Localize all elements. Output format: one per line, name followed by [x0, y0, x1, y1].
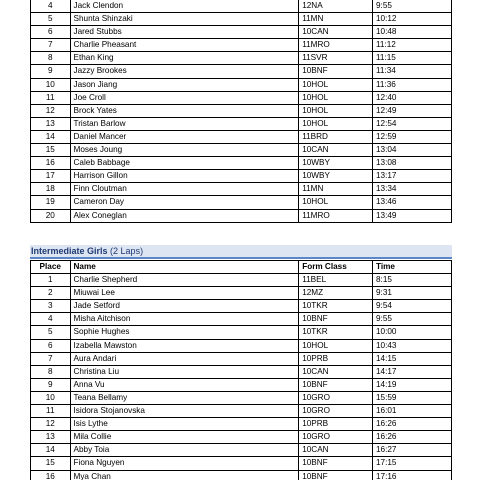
place-cell: 18: [31, 183, 71, 196]
table-row: [31, 326, 452, 339]
name-cell: Harrison Gillon: [70, 170, 299, 183]
time-cell: 10:43: [372, 339, 451, 352]
time-cell: 11:12: [372, 39, 451, 52]
place-cell: 6: [31, 339, 71, 352]
table-row: [31, 130, 452, 143]
name-cell: Charlie Pheasant: [70, 39, 299, 52]
place-cell: 5: [31, 326, 71, 339]
time-cell: 13:46: [372, 196, 451, 209]
form-class-cell: 10BNF: [299, 65, 373, 78]
name-cell: Misha Aitchison: [70, 313, 299, 326]
form-class-cell: 11MRO: [299, 39, 373, 52]
place-cell: 7: [31, 352, 71, 365]
name-cell: Jason Jiang: [70, 78, 299, 91]
time-cell: 9:31: [372, 287, 451, 300]
time-cell: 10:12: [372, 13, 451, 26]
table-row: [31, 170, 452, 183]
column-header-name: Name: [70, 261, 299, 274]
name-cell: Mya Chan: [70, 470, 299, 480]
table-row: [31, 418, 452, 431]
name-cell: Caleb Babbage: [70, 157, 299, 170]
name-cell: Brock Yates: [70, 104, 299, 117]
name-cell: Cameron Day: [70, 196, 299, 209]
place-cell: 8: [31, 365, 71, 378]
table-row: [31, 365, 452, 378]
name-cell: Tristan Barlow: [70, 117, 299, 130]
name-cell: Abby Toia: [70, 444, 299, 457]
time-cell: 10:48: [372, 26, 451, 39]
name-cell: Christina Liu: [70, 365, 299, 378]
place-cell: 2: [31, 287, 71, 300]
time-cell: 12:59: [372, 130, 451, 143]
time-cell: 8:15: [372, 274, 451, 287]
name-cell: Jade Setford: [70, 300, 299, 313]
form-class-cell: 11BEL: [299, 274, 373, 287]
place-cell: 5: [31, 13, 71, 26]
results-table-body: [31, 274, 452, 480]
name-cell: Joe Croll: [70, 91, 299, 104]
form-class-cell: 12MZ: [299, 287, 373, 300]
time-cell: 12:54: [372, 117, 451, 130]
intermediate-girls-results-table: [30, 260, 452, 480]
time-cell: 13:49: [372, 209, 451, 222]
place-cell: 11: [31, 91, 71, 104]
form-class-cell: 10TKR: [299, 326, 373, 339]
time-cell: 13:08: [372, 157, 451, 170]
time-cell: 13:17: [372, 170, 451, 183]
table-row: [31, 0, 452, 13]
form-class-cell: 10CAN: [299, 26, 373, 39]
name-cell: Isidora Stojanovska: [70, 405, 299, 418]
form-class-cell: 10HOL: [299, 104, 373, 117]
column-header-time: Time: [372, 261, 451, 274]
time-cell: 9:55: [372, 313, 451, 326]
form-class-cell: 10HOL: [299, 339, 373, 352]
place-cell: 13: [31, 431, 71, 444]
name-cell: Jack Clendon: [70, 0, 299, 13]
place-cell: 10: [31, 391, 71, 404]
table-row: [31, 313, 452, 326]
results-table-body: [31, 0, 452, 222]
form-class-cell: 10CAN: [299, 365, 373, 378]
place-cell: 19: [31, 196, 71, 209]
form-class-cell: 10HOL: [299, 196, 373, 209]
form-class-cell: 11MN: [299, 13, 373, 26]
table-row: [31, 457, 452, 470]
name-cell: Aura Andari: [70, 352, 299, 365]
table-row: [31, 378, 452, 391]
form-class-cell: 10GRO: [299, 405, 373, 418]
table-row: [31, 183, 452, 196]
place-cell: 13: [31, 117, 71, 130]
place-cell: 12: [31, 104, 71, 117]
column-header-form-class: Form Class: [299, 261, 373, 274]
form-class-cell: 10CAN: [299, 144, 373, 157]
name-cell: Anna Vu: [70, 378, 299, 391]
name-cell: Ethan King: [70, 52, 299, 65]
time-cell: 13:34: [372, 183, 451, 196]
table-row: [31, 91, 452, 104]
form-class-cell: 10PRB: [299, 418, 373, 431]
table-row: [31, 65, 452, 78]
form-class-cell: 10HOL: [299, 117, 373, 130]
form-class-cell: 10HOL: [299, 91, 373, 104]
name-cell: Mila Collie: [70, 431, 299, 444]
table-header-row: [31, 261, 452, 274]
name-cell: Miuwai Lee: [70, 287, 299, 300]
name-cell: Izabella Mawston: [70, 339, 299, 352]
section-subtitle: (2 Laps): [110, 246, 144, 256]
table-row: [31, 470, 452, 480]
time-cell: 10:00: [372, 326, 451, 339]
time-cell: 11:34: [372, 65, 451, 78]
place-cell: 16: [31, 470, 71, 480]
table-row: [31, 104, 452, 117]
name-cell: Finn Cloutman: [70, 183, 299, 196]
form-class-cell: 10TKR: [299, 300, 373, 313]
form-class-cell: 10BNF: [299, 313, 373, 326]
time-cell: 11:36: [372, 78, 451, 91]
place-cell: 12: [31, 418, 71, 431]
table-row: [31, 157, 452, 170]
place-cell: 15: [31, 457, 71, 470]
table-row: [31, 196, 452, 209]
place-cell: 8: [31, 52, 71, 65]
time-cell: 16:26: [372, 418, 451, 431]
place-cell: 15: [31, 144, 71, 157]
table-row: [31, 391, 452, 404]
form-class-cell: 10PRB: [299, 352, 373, 365]
time-cell: 16:01: [372, 405, 451, 418]
name-cell: Alex Coneglan: [70, 209, 299, 222]
name-cell: Isis Lythe: [70, 418, 299, 431]
table-row: [31, 352, 452, 365]
time-cell: 15:59: [372, 391, 451, 404]
table-row: [31, 339, 452, 352]
time-cell: 9:54: [372, 300, 451, 313]
form-class-cell: 11MRO: [299, 209, 373, 222]
name-cell: Moses Joung: [70, 144, 299, 157]
name-cell: Fiona Nguyen: [70, 457, 299, 470]
form-class-cell: 11BRD: [299, 130, 373, 143]
time-cell: 14:15: [372, 352, 451, 365]
table-row: [31, 144, 452, 157]
form-class-cell: 10GRO: [299, 431, 373, 444]
place-cell: 9: [31, 65, 71, 78]
time-cell: 11:15: [372, 52, 451, 65]
form-class-cell: 10CAN: [299, 444, 373, 457]
time-cell: 14:17: [372, 365, 451, 378]
name-cell: Jazzy Brookes: [70, 65, 299, 78]
time-cell: 14:19: [372, 378, 451, 391]
name-cell: Sophie Hughes: [70, 326, 299, 339]
table-row: [31, 52, 452, 65]
form-class-cell: 10GRO: [299, 391, 373, 404]
table-row: [31, 405, 452, 418]
name-cell: Charlie Shepherd: [70, 274, 299, 287]
place-cell: 11: [31, 405, 71, 418]
form-class-cell: 10WBY: [299, 170, 373, 183]
place-cell: 9: [31, 378, 71, 391]
time-cell: 12:40: [372, 91, 451, 104]
table-row: [31, 431, 452, 444]
table-row: [31, 39, 452, 52]
time-cell: 13:04: [372, 144, 451, 157]
name-cell: Shunta Shinzaki: [70, 13, 299, 26]
form-class-cell: 12NA: [299, 0, 373, 13]
form-class-cell: 10WBY: [299, 157, 373, 170]
name-cell: Daniel Mancer: [70, 130, 299, 143]
place-cell: 4: [31, 0, 71, 13]
table-row: [31, 78, 452, 91]
table-row: [31, 26, 452, 39]
place-cell: 3: [31, 300, 71, 313]
table-row: [31, 117, 452, 130]
form-class-cell: 10BNF: [299, 378, 373, 391]
time-cell: 9:55: [372, 0, 451, 13]
table-row: [31, 444, 452, 457]
place-cell: 16: [31, 157, 71, 170]
time-cell: 16:26: [372, 431, 451, 444]
place-cell: 1: [31, 274, 71, 287]
time-cell: 17:15: [372, 457, 451, 470]
place-cell: 14: [31, 444, 71, 457]
section-header-intermediate-girls: [30, 245, 452, 259]
table-row: [31, 209, 452, 222]
place-cell: 4: [31, 313, 71, 326]
time-cell: 17:16: [372, 470, 451, 480]
place-cell: 17: [31, 170, 71, 183]
form-class-cell: 10HOL: [299, 78, 373, 91]
form-class-cell: 11MN: [299, 183, 373, 196]
place-cell: 10: [31, 78, 71, 91]
name-cell: Teana Bellamy: [70, 391, 299, 404]
table-row: [31, 300, 452, 313]
place-cell: 20: [31, 209, 71, 222]
place-cell: 7: [31, 39, 71, 52]
place-cell: 6: [31, 26, 71, 39]
form-class-cell: 10BNF: [299, 470, 373, 480]
table-row: [31, 274, 452, 287]
place-cell: 14: [31, 130, 71, 143]
form-class-cell: 10BNF: [299, 457, 373, 470]
intermediate-boys-results-table: [30, 0, 452, 223]
form-class-cell: 11SVR: [299, 52, 373, 65]
time-cell: 16:27: [372, 444, 451, 457]
section-title: Intermediate Girls: [31, 246, 108, 256]
name-cell: Jared Stubbs: [70, 26, 299, 39]
time-cell: 12:49: [372, 104, 451, 117]
table-row: [31, 287, 452, 300]
table-row: [31, 13, 452, 26]
column-header-place: Place: [31, 261, 71, 274]
